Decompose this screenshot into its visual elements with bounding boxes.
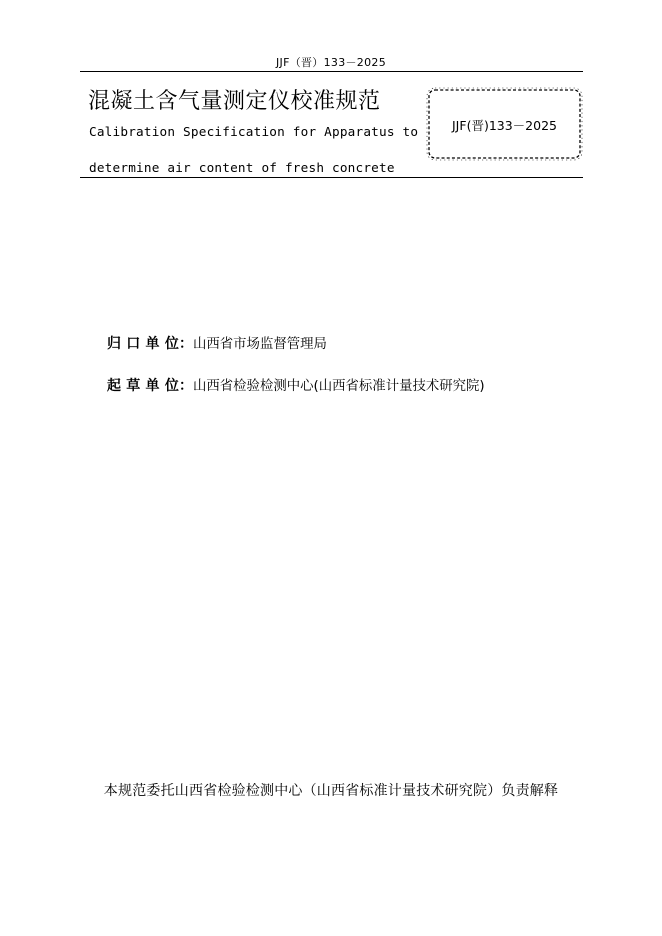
unit-value: 山西省检验检测中心(山西省标准计量技术研究院): [193, 379, 485, 394]
unit-value: 山西省市场监督管理局: [193, 337, 327, 352]
title-rule: [80, 177, 583, 178]
title-english-line1: Calibration Specification for Apparatus to: [89, 124, 419, 139]
unit-label: 归 口 单 位：: [107, 336, 194, 352]
header-rule: [80, 71, 583, 72]
unit-label: 起 草 单 位：: [107, 378, 194, 394]
title-chinese: 混凝土含气量测定仪校准规范: [88, 89, 381, 114]
standard-code: JJF(晋)133－2025: [452, 118, 557, 133]
unit-row-drafting: [107, 375, 485, 395]
interpretation-note: 本规范委托山西省检验检测中心（山西省标准计量技术研究院）负责解释: [103, 783, 559, 799]
title-english-line2: determine air content of fresh concrete: [89, 160, 395, 175]
running-header-code: JJF（晋）133－2025: [275, 56, 386, 69]
unit-row-responsible: [107, 333, 327, 353]
standard-code-box: [426, 87, 583, 161]
